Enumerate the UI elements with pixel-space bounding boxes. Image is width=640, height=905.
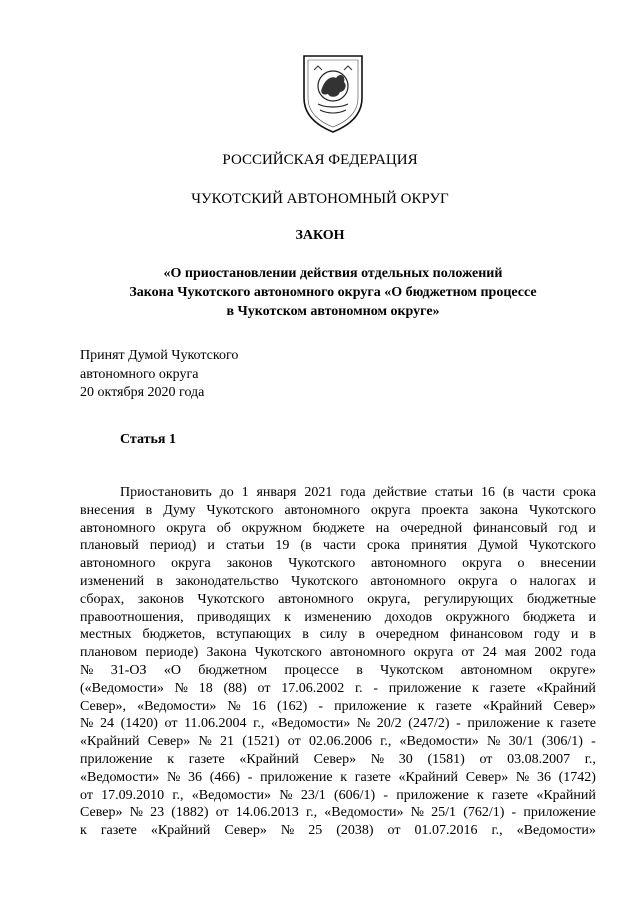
body-line: № 31-ОЗ «О бюджетном процессе в Чукотском автономном округе» [80,662,596,678]
body-line: правоотношения, приводящих к изменению доходов окружного бюджета и [80,609,596,625]
adoption-line: Принят Думой Чукотского [80,348,239,363]
body-line: плановый период) и статьи 19 (в части срока принятия Думой Чукотского [80,538,596,554]
country-heading: РОССИЙСКАЯ ФЕДЕРАЦИЯ [222,152,418,168]
law-title-line: «О приостановлении действия отдельных положений [163,266,503,281]
body-line: изменений в законодательство Чукотского автономного округа о налогах и [80,573,596,589]
body-line: местных бюджетов, вступающих в силу в очередном финансовом году и в [80,627,596,643]
body-line: автономного округа об окружном бюджете на очередной финансовый год и [80,520,596,536]
body-line: внесения в Думу Чукотского автономного округа проекта закона Чукотского [80,502,596,518]
adoption-date: 20 октября 2020 года [80,385,205,400]
body-line: от 17.09.2010 г., «Ведомости» № 23/1 (606/1) - приложение к газете «Крайний [80,787,596,803]
coat-of-arms-emblem [300,52,366,134]
body-line: Север» № 23 (1882) от 14.06.2013 г., «Ведомости» № 25/1 (762/1) - приложение [80,805,596,821]
body-line: «Ведомости» № 36 (466) - приложение к газете «Крайний Север» № 36 (1742) [80,769,596,785]
law-title-line: в Чукотском автономном округе» [226,304,440,319]
body-line: плановом периоде) Закона Чукотского автономного округа от 24 мая 2002 года [80,645,596,661]
doc-type-heading: ЗАКОН [295,228,345,243]
body-line: приложение к газете «Крайний Север» № 30 (1581) от 03.08.2007 г., [80,751,596,767]
adoption-line: автономного округа [80,366,199,382]
body-line: («Ведомости» № 18 (88) от 17.06.2002 г. - приложение к газете «Крайний [80,680,596,696]
law-title [80,264,586,321]
article-body [80,484,596,840]
adoption-info [80,347,238,403]
body-line: Север», «Ведомости» № 16 (162) - приложение к газете «Крайний Север» [80,698,596,714]
body-line: автономного округа законов Чукотского автономного округа о внесении [80,556,596,572]
body-line: к газете «Крайний Север» № 25 (2038) от 01.07.2016 г., «Ведомости» [80,823,596,839]
body-line: № 24 (1420) от 11.06.2004 г., «Ведомости» № 20/2 (247/2) - приложение к газете [80,716,596,732]
body-line: сборах, законов Чукотского автономного округа, регулирующих бюджетные [80,591,596,607]
article-heading: Статья 1 [120,432,176,447]
law-title-line: Закона Чукотского автономного округа «О бюджетном процессе [129,285,537,300]
region-heading: ЧУКОТСКИЙ АВТОНОМНЫЙ ОКРУГ [191,191,449,207]
body-line: «Крайний Север» № 21 (1521) от 02.06.2006 г., «Ведомости» № 30/1 (306/1) - [80,734,596,750]
body-line: Приостановить до 1 января 2021 года действие статьи 16 (в части срока [120,485,596,500]
